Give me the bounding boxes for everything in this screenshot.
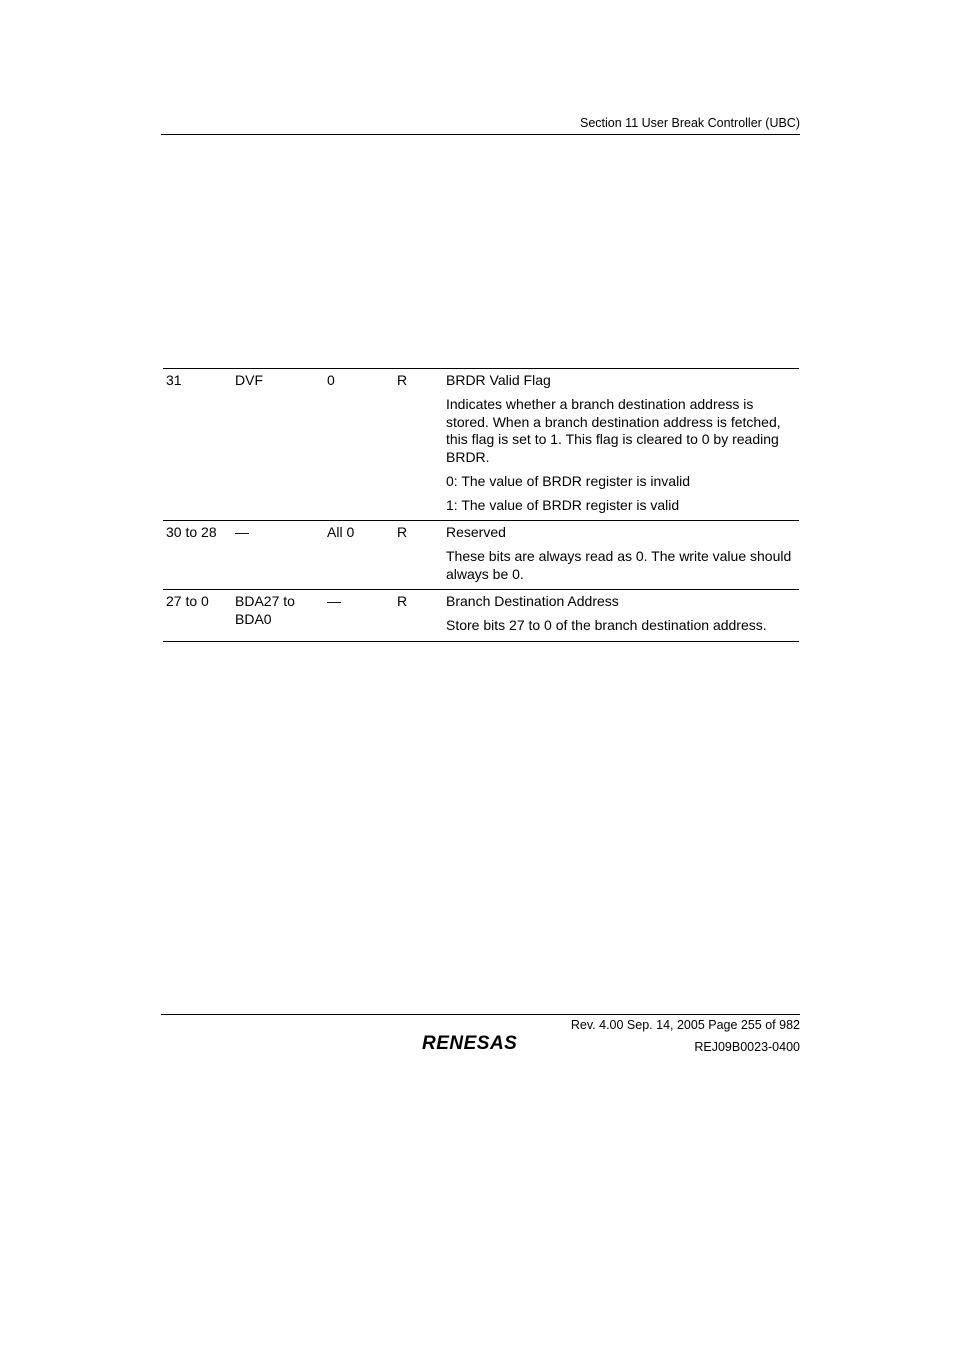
logo-wordmark: RENESAS <box>422 1033 518 1054</box>
bit-name-cell: BDA27 to BDA0 <box>235 593 295 627</box>
footer-divider <box>161 1014 800 1015</box>
rw-cell: R <box>397 593 408 609</box>
description-cell <box>446 372 798 517</box>
description-text: Store bits 27 to 0 of the branch destination address. <box>446 617 767 633</box>
bit-cell: 30 to 28 <box>166 524 217 540</box>
description-value-1: 1: The value of BRDR register is valid <box>446 496 680 513</box>
description-value-0: 0: The value of BRDR register is invalid <box>446 472 691 489</box>
footer-revision: Rev. 4.00 Sep. 14, 2005 Page 255 of 982 <box>570 1018 800 1032</box>
bit-name-cell: DVF <box>235 372 263 388</box>
description-text: These bits are always read as 0. The write value should always be 0. <box>446 548 792 582</box>
register-bit-table <box>163 368 799 642</box>
header-divider <box>161 134 800 135</box>
bit-cell: 31 <box>166 372 182 388</box>
description-text: Indicates whether a branch destination address is stored. When a branch destination address is fetched, this flag is set to 1. This flag is cleared to 0 by reading BRDR. <box>446 396 781 465</box>
bit-name-cell: — <box>235 524 249 540</box>
table-row <box>163 520 799 589</box>
description-cell <box>446 593 798 638</box>
initial-value-cell: All 0 <box>327 524 355 540</box>
description-cell <box>446 524 798 586</box>
description-title: Reserved <box>446 524 506 540</box>
initial-value-cell: 0 <box>327 372 335 388</box>
bit-cell: 27 to 0 <box>166 593 209 609</box>
rw-cell: R <box>397 372 408 388</box>
table-row <box>163 589 799 641</box>
description-title: BRDR Valid Flag <box>446 372 551 388</box>
footer-doc-number: REJ09B0023-0400 <box>694 1040 800 1054</box>
initial-value-cell: — <box>327 593 341 609</box>
table-row <box>163 369 799 520</box>
description-title: Branch Destination Address <box>446 593 619 609</box>
rw-cell: R <box>397 524 408 540</box>
page-header: Section 11 User Break Controller (UBC) <box>580 116 800 130</box>
